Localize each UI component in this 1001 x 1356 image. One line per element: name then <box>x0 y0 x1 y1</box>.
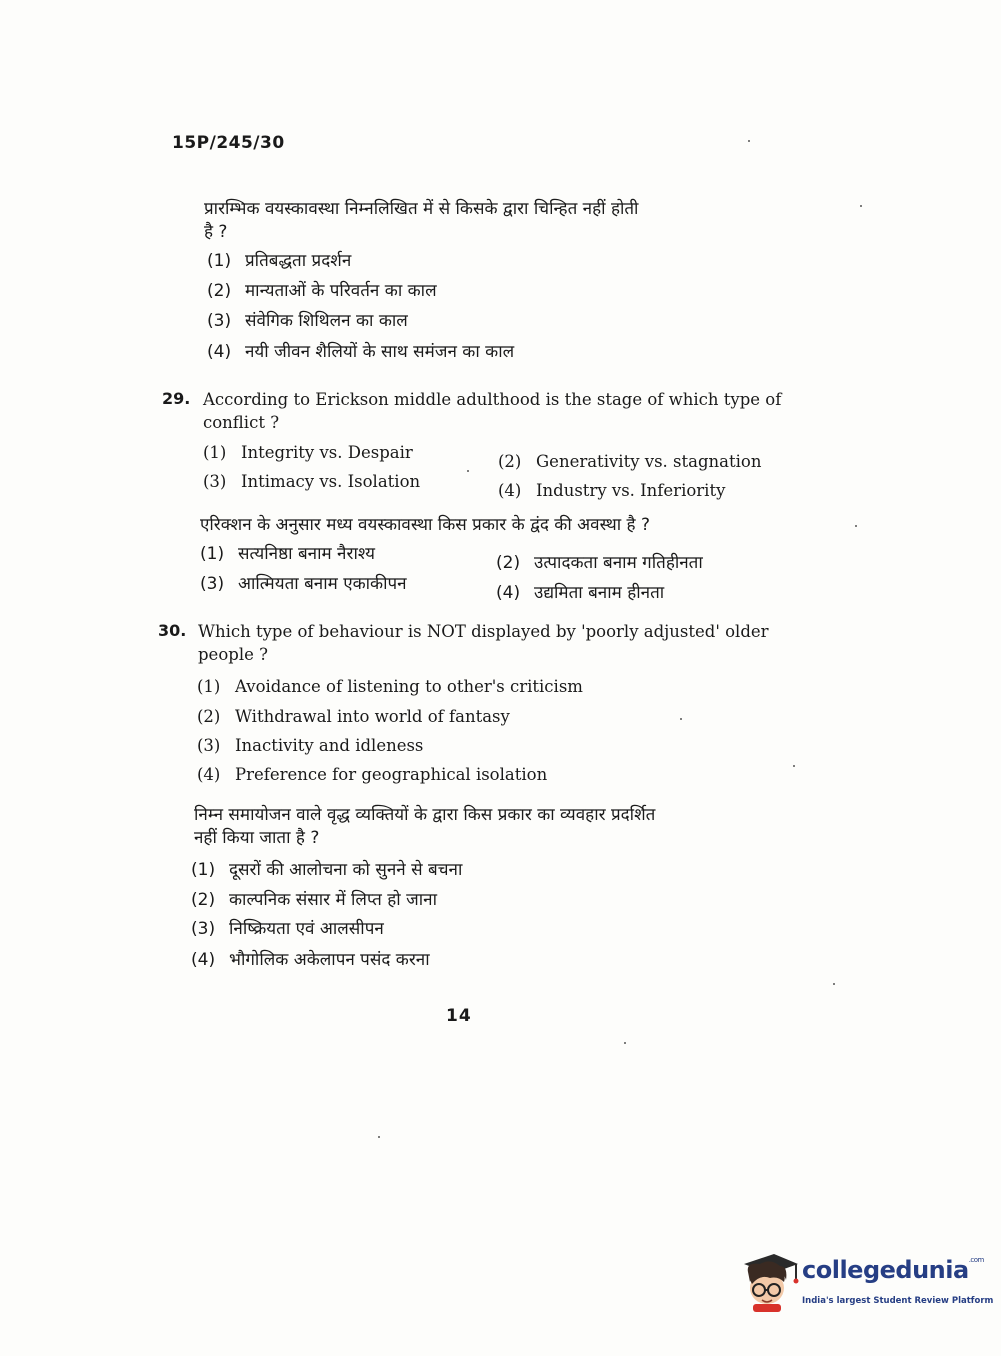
q30-hindi-option-4: (4) भौगोलिक अकेलापन पसंद करना <box>191 950 430 970</box>
q29-option-4: (4) Industry vs. Inferiority <box>498 481 726 500</box>
q29-hindi-option-2: (2) उत्पादकता बनाम गतिहीनता <box>496 553 703 573</box>
q29-option-2: (2) Generativity vs. stagnation <box>498 452 762 471</box>
scan-speck <box>855 525 857 527</box>
q30-option-1: (1) Avoidance of listening to other's criticism <box>197 677 583 696</box>
q28-stem-line2: है ? <box>204 222 228 242</box>
q30-number: 30. <box>158 621 187 640</box>
q28-option-1: (1) प्रतिबद्धता प्रदर्शन <box>207 251 352 271</box>
q29-option-3: (3) Intimacy vs. Isolation <box>203 472 421 491</box>
q30-stem <box>198 620 798 666</box>
scan-speck <box>624 1042 626 1044</box>
q29-stem-line1: According to Erickson middle adulthood is the stage of which type of <box>203 390 782 409</box>
q30-hindi-stem <box>194 804 794 850</box>
q28-stem-line1: प्रारम्भिक वयस्कावस्था निम्नलिखित में से किसके द्वारा चिन्हित नहीं होती <box>204 199 639 219</box>
mascot-icon <box>740 1250 800 1312</box>
scan-speck <box>680 718 682 720</box>
q29-hindi-option-1: (1) सत्यनिष्ठा बनाम नैराश्य <box>200 544 375 564</box>
scan-speck <box>467 470 469 472</box>
scan-speck <box>833 983 835 985</box>
scan-speck <box>748 140 750 142</box>
q30-option-3: (3) Inactivity and idleness <box>197 736 424 755</box>
q28-option-4: (4) नयी जीवन शैलियों के साथ समंजन का काल <box>207 342 515 362</box>
q28-option-3: (3) संवेगिक शिथिलन का काल <box>207 311 408 331</box>
brand-tagline: India's largest Student Review Platform <box>802 1296 994 1306</box>
q30-hindi-option-3: (3) निष्क्रियता एवं आलसीपन <box>191 919 384 939</box>
q30-hindi-option-2: (2) काल्पनिक संसार में लिप्त हो जाना <box>191 890 437 910</box>
q30-stem-line1: Which type of behaviour is NOT displayed by 'poorly adjusted' older <box>198 622 769 641</box>
scan-speck <box>860 205 862 207</box>
q30-hindi-stem-line2: नहीं किया जाता है ? <box>194 828 320 848</box>
q28-hindi-stem <box>204 198 804 244</box>
brand-name: collegedunia$^{.com}$ <box>802 1256 984 1284</box>
q30-option-2: (2) Withdrawal into world of fantasy <box>197 707 510 726</box>
q29-stem-line2: conflict ? <box>203 413 280 432</box>
collegedunia-watermark <box>740 1250 994 1320</box>
page-number: 14 <box>446 1006 472 1026</box>
q29-number: 29. <box>162 389 191 408</box>
q29-stem <box>203 388 803 434</box>
q30-option-4: (4) Preference for geographical isolation <box>197 765 548 784</box>
q29-option-1: (1) Integrity vs. Despair <box>203 443 413 462</box>
q29-hindi-option-4: (4) उद्यमिता बनाम हीनता <box>496 583 665 603</box>
q29-hindi-stem: एरिक्शन के अनुसार मध्य वयस्कावस्था किस प्रकार के द्वंद की अवस्था है ? <box>200 515 651 535</box>
q28-option-2: (2) मान्यताओं के परिवर्तन का काल <box>207 281 437 301</box>
q30-stem-line2: people ? <box>198 645 268 664</box>
q30-hindi-stem-line1: निम्न समायोजन वाले वृद्ध व्यक्तियों के द्वारा किस प्रकार का व्यवहार प्रदर्शित <box>194 805 656 825</box>
paper-code: 15P/245/30 <box>172 133 285 153</box>
q30-hindi-option-1: (1) दूसरों की आलोचना को सुनने से बचना <box>191 860 463 880</box>
brand-suffix: .com <box>968 1256 984 1264</box>
scan-speck <box>793 765 795 767</box>
q29-hindi-option-3: (3) आत्मियता बनाम एकाकीपन <box>200 574 407 594</box>
scan-speck <box>378 1136 380 1138</box>
